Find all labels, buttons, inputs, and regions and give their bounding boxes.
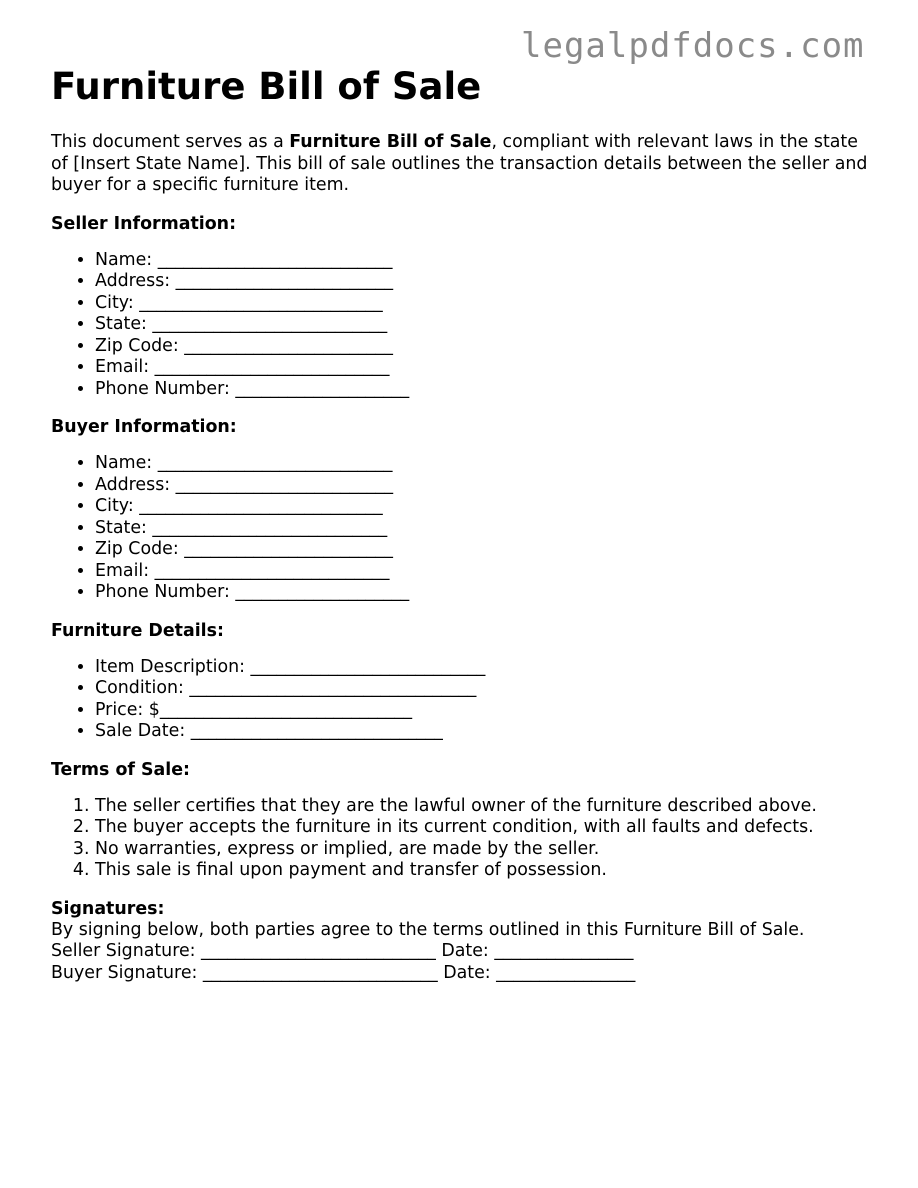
item-description-field: • Item Description: ___________________________ xyxy=(95,657,871,679)
intro-text-before: This document serves as a xyxy=(51,132,290,152)
agreement-text: By signing below, both parties agree to the terms outlined in this Furniture Bill of Sale. xyxy=(51,919,805,940)
buyer-heading: Buyer Information: xyxy=(51,417,237,437)
intro-text-after: , compliant with relevant laws in the state of [Insert State Name]. This bill of sale outlines the transaction details between the seller and buyer for a specific furniture item. xyxy=(51,132,868,195)
buyer-city-field: • City: ____________________________ xyxy=(95,496,871,518)
document-page xyxy=(51,62,871,984)
buyer-list xyxy=(51,453,871,604)
buyer-email-field: • Email: ___________________________ xyxy=(95,561,871,583)
seller-name-field: • Name: ___________________________ xyxy=(95,250,871,272)
signatures-heading: Signatures: xyxy=(51,898,165,919)
seller-signature-line: Seller Signature: ___________________________ Date: ________________ xyxy=(51,941,634,961)
buyer-address-field: • Address: _________________________ xyxy=(95,475,871,497)
seller-address-field: • Address: _________________________ xyxy=(95,271,871,293)
buyer-section xyxy=(51,416,871,604)
terms-list xyxy=(51,796,871,882)
seller-state-field: • State: ___________________________ xyxy=(95,314,871,336)
term-item: 1. The seller certifies that they are the lawful owner of the furniture described above. xyxy=(95,796,871,818)
condition-field: • Condition: _________________________________ xyxy=(95,678,871,700)
page-title: Furniture Bill of Sale xyxy=(51,65,482,108)
seller-email-field: • Email: ___________________________ xyxy=(95,357,871,379)
seller-list xyxy=(51,250,871,401)
seller-phone-field: • Phone Number: ____________________ xyxy=(95,379,871,401)
seller-zip-field: • Zip Code: ________________________ xyxy=(95,336,871,358)
seller-section xyxy=(51,213,871,401)
buyer-signature-line: Buyer Signature: ___________________________ Date: ________________ xyxy=(51,962,636,983)
buyer-name-field: • Name: ___________________________ xyxy=(95,453,871,475)
price-field: • Price: $_____________________________ xyxy=(95,700,871,722)
seller-heading: Seller Information: xyxy=(51,213,237,234)
buyer-zip-field: • Zip Code: ________________________ xyxy=(95,539,871,561)
furniture-list xyxy=(51,657,871,743)
term-item: 2. The buyer accepts the furniture in its current condition, with all faults and defects. xyxy=(95,817,871,839)
term-item: 4. This sale is final upon payment and transfer of possession. xyxy=(95,860,871,882)
buyer-state-field: • State: ___________________________ xyxy=(95,518,871,540)
intro-bold-term: Furniture Bill of Sale xyxy=(289,132,492,152)
term-item: 3. No warranties, express or implied, are made by the seller. xyxy=(95,839,871,861)
intro-paragraph xyxy=(51,132,871,197)
seller-city-field: • City: ____________________________ xyxy=(95,293,871,315)
furniture-heading: Furniture Details: xyxy=(51,620,224,641)
furniture-section xyxy=(51,620,871,743)
buyer-phone-field: • Phone Number: ____________________ xyxy=(95,582,871,604)
signatures-section xyxy=(51,898,871,985)
sale-date-field: • Sale Date: _____________________________ xyxy=(95,721,871,743)
watermark: legalpdfdocs.com xyxy=(521,26,865,66)
terms-section xyxy=(51,759,871,882)
terms-heading: Terms of Sale: xyxy=(51,759,190,780)
